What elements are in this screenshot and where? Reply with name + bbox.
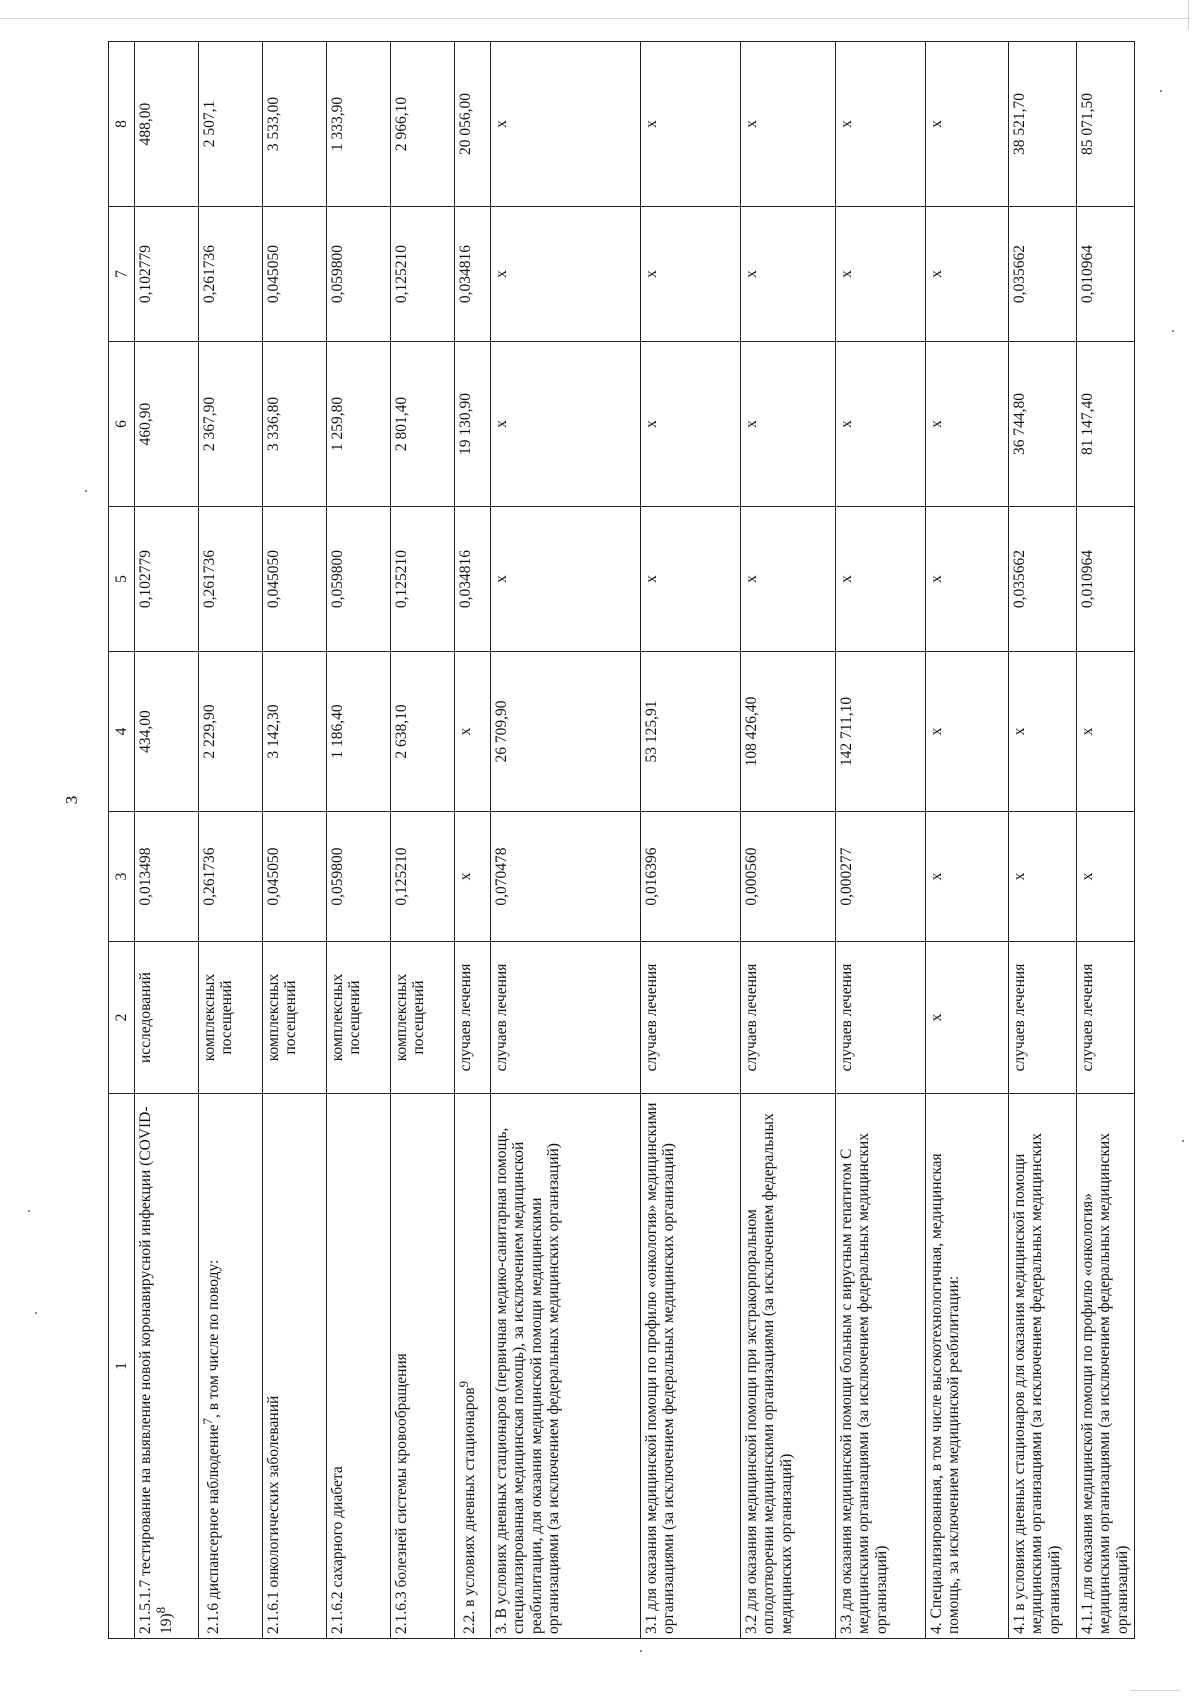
row-label-cell xyxy=(327,1094,391,1639)
row-label-cell xyxy=(391,1094,455,1639)
value-cell: х xyxy=(1009,812,1077,942)
row-label-tail: , в том числе по поводу: xyxy=(205,1259,223,1419)
footnote-marker: 8 xyxy=(153,1606,169,1614)
value-cell: х xyxy=(491,207,641,342)
value-cell: х xyxy=(1077,652,1135,812)
footnote-marker: 7 xyxy=(200,1418,215,1425)
rotated-table-content xyxy=(108,42,1131,1639)
value-cell: 2 229,90 xyxy=(199,652,263,812)
row-label-cell xyxy=(641,1094,741,1639)
value-cell: 0,059800 xyxy=(327,507,391,652)
scan-speck xyxy=(1182,1140,1184,1142)
unit-cell: х xyxy=(926,942,1009,1094)
table-row xyxy=(391,42,455,1639)
value-cell: 2 801,40 xyxy=(391,342,455,507)
value-cell: х xyxy=(741,42,836,207)
table-row xyxy=(741,42,836,1639)
table-row xyxy=(135,42,199,1639)
scan-speck xyxy=(85,490,87,492)
value-cell: 0,102779 xyxy=(135,207,199,342)
column-header: 8 xyxy=(109,42,135,207)
value-cell: 2 507,1 xyxy=(199,42,263,207)
value-cell: 0,034816 xyxy=(455,207,491,342)
unit-cell: случаев лечения xyxy=(641,942,741,1094)
scan-edge-mark xyxy=(0,18,1190,19)
value-cell: 1 333,90 xyxy=(327,42,391,207)
value-cell: 0,045050 xyxy=(263,207,327,342)
row-label-cell xyxy=(926,1094,1009,1639)
value-cell: 3 142,30 xyxy=(263,652,327,812)
value-cell: х xyxy=(641,42,741,207)
value-cell: 53 125,91 xyxy=(641,652,741,812)
value-cell: 0,102779 xyxy=(135,507,199,652)
table-row xyxy=(926,42,1009,1639)
row-label-cell xyxy=(199,1094,263,1639)
value-cell: х xyxy=(836,207,926,342)
table-row xyxy=(199,42,263,1639)
value-cell: х xyxy=(491,42,641,207)
row-label: 2.1.6.3 болезней системы кровообращения xyxy=(393,1353,410,1634)
value-cell: х xyxy=(491,342,641,507)
value-cell: 108 426,40 xyxy=(741,652,836,812)
unit-cell: случаев лечения xyxy=(491,942,641,1094)
value-cell: х xyxy=(926,342,1009,507)
row-label-cell xyxy=(1077,1094,1135,1639)
row-label-cell xyxy=(263,1094,327,1639)
value-cell: х xyxy=(836,342,926,507)
value-cell: х xyxy=(491,507,641,652)
scan-speck xyxy=(35,1312,37,1314)
table-row xyxy=(1009,42,1077,1639)
value-cell: 0,045050 xyxy=(263,812,327,942)
scan-speck xyxy=(1160,90,1162,92)
table-row xyxy=(455,42,491,1639)
table-row xyxy=(491,42,641,1639)
row-label: 4. Специализированная, в том числе высокотехнологичная, медицинская помощь, за исключением медицинской реабилитации: xyxy=(928,1153,963,1634)
standards-table xyxy=(108,41,1135,1639)
value-cell: 0,034816 xyxy=(455,507,491,652)
value-cell: 36 744,80 xyxy=(1009,342,1077,507)
value-cell: х xyxy=(741,507,836,652)
value-cell: х xyxy=(455,652,491,812)
value-cell: 85 071,50 xyxy=(1077,42,1135,207)
value-cell: 142 711,10 xyxy=(836,652,926,812)
row-label-cell xyxy=(836,1094,926,1639)
table-row xyxy=(641,42,741,1639)
value-cell: х xyxy=(926,812,1009,942)
column-header: 4 xyxy=(109,652,135,812)
table-row xyxy=(327,42,391,1639)
column-header: 2 xyxy=(109,942,135,1094)
column-header: 5 xyxy=(109,507,135,652)
value-cell: 2 367,90 xyxy=(199,342,263,507)
value-cell: 0,059800 xyxy=(327,207,391,342)
row-label: 2.1.6.1 онкологических заболеваний xyxy=(265,1395,282,1634)
scan-speck xyxy=(28,1210,30,1212)
table-row xyxy=(836,42,926,1639)
row-label: 2.1.6 диспансерное наблюдение xyxy=(205,1424,223,1634)
value-cell: 0,125210 xyxy=(391,812,455,942)
value-cell: 3 533,00 xyxy=(263,42,327,207)
row-label-cell xyxy=(1009,1094,1077,1639)
value-cell: х xyxy=(926,42,1009,207)
footnote-marker: 9 xyxy=(456,1380,471,1388)
value-cell: х xyxy=(641,507,741,652)
value-cell: х xyxy=(1009,652,1077,812)
row-label: 2.1.6.2 сахарного диабета xyxy=(329,1466,346,1634)
value-cell: 3 336,80 xyxy=(263,342,327,507)
scan-speck xyxy=(640,1650,642,1652)
value-cell: х xyxy=(455,812,491,942)
value-cell: 434,00 xyxy=(135,652,199,812)
value-cell: 19 130,90 xyxy=(455,342,491,507)
value-cell: х xyxy=(1077,812,1135,942)
value-cell: 26 709,90 xyxy=(491,652,641,812)
value-cell: 0,045050 xyxy=(263,507,327,652)
scan-edge-mark xyxy=(1188,0,1189,30)
value-cell: 20 056,00 xyxy=(455,42,491,207)
unit-cell: комплексных посещений xyxy=(263,942,327,1094)
value-cell: 0,010964 xyxy=(1077,207,1135,342)
value-cell: 38 521,70 xyxy=(1009,42,1077,207)
value-cell: х xyxy=(641,207,741,342)
unit-cell: случаев лечения xyxy=(836,942,926,1094)
row-label: 4.1.1 для оказания медицинской помощи по профилю «онкология» медицинскими организациями (за исключением федеральных медицинских организаций) xyxy=(1079,1133,1131,1634)
unit-cell: случаев лечения xyxy=(741,942,836,1094)
unit-cell: исследований xyxy=(135,942,199,1094)
page-number: 3 xyxy=(62,795,81,805)
value-cell: х xyxy=(836,507,926,652)
value-cell: х xyxy=(926,507,1009,652)
row-label-cell xyxy=(455,1094,491,1639)
table-row xyxy=(1077,42,1135,1639)
scan-speck xyxy=(1172,330,1174,332)
row-label-cell xyxy=(135,1094,199,1639)
row-label: 4.1 в условиях дневных стационаров для оказания медицинской помощи медицинскими организациями (за исключением федеральных медицинских организаций) xyxy=(1011,1133,1063,1634)
row-label-cell xyxy=(491,1094,641,1639)
value-cell: 0,261736 xyxy=(199,812,263,942)
rotated-table-frame xyxy=(108,42,1131,1639)
value-cell: 460,90 xyxy=(135,342,199,507)
value-cell: 81 147,40 xyxy=(1077,342,1135,507)
row-label-cell xyxy=(741,1094,836,1639)
value-cell: 2 966,10 xyxy=(391,42,455,207)
value-cell: 0,013498 xyxy=(135,812,199,942)
row-label: 3. В условиях дневных стационаров (первичная медико-санитарная помощь, специализированная медицинская помощь), за исключением медицинской реабилитации, для оказания медицинской помощи медицинскими организациями (за исключением федеральных медицинских организаций) xyxy=(493,1127,563,1634)
row-label: 3.2 для оказания медицинской помощи при экстракорпоральном оплодотворении медицинскими организациями (за исключением федеральных медицинских организаций) xyxy=(743,1113,795,1634)
row-label: 3.1 для оказания медицинской помощи по профилю «онкология» медицинскими организациями (за исключением федеральных медицинских организаций) xyxy=(643,1102,678,1634)
unit-cell: комплексных посещений xyxy=(327,942,391,1094)
value-cell: х xyxy=(741,207,836,342)
value-cell: 0,070478 xyxy=(491,812,641,942)
value-cell: 2 638,10 xyxy=(391,652,455,812)
row-label: 2.1.5.1.7 тестирование на выявление новой коронавирусной инфекции (COVID-19) xyxy=(137,1106,176,1634)
column-header: 1 xyxy=(109,1094,135,1639)
value-cell: х xyxy=(741,342,836,507)
value-cell: х xyxy=(926,207,1009,342)
value-cell: 0,059800 xyxy=(327,812,391,942)
value-cell: 0,261736 xyxy=(199,207,263,342)
unit-cell: случаев лечения xyxy=(1009,942,1077,1094)
table-row xyxy=(263,42,327,1639)
value-cell: х xyxy=(836,42,926,207)
column-header: 7 xyxy=(109,207,135,342)
unit-cell: случаев лечения xyxy=(1077,942,1135,1094)
value-cell: 0,000277 xyxy=(836,812,926,942)
value-cell: 0,000560 xyxy=(741,812,836,942)
unit-cell: случаев лечения xyxy=(455,942,491,1094)
value-cell: 0,261736 xyxy=(199,507,263,652)
value-cell: 0,125210 xyxy=(391,507,455,652)
value-cell: 0,035662 xyxy=(1009,207,1077,342)
value-cell: х xyxy=(641,342,741,507)
row-label: 2.2. в условиях дневных стационаров xyxy=(461,1387,479,1634)
value-cell: 1 186,40 xyxy=(327,652,391,812)
value-cell: х xyxy=(926,652,1009,812)
value-cell: 488,00 xyxy=(135,42,199,207)
table-header-row xyxy=(109,42,135,1639)
value-cell: 0,010964 xyxy=(1077,507,1135,652)
value-cell: 1 259,80 xyxy=(327,342,391,507)
scan-edge-mark xyxy=(1130,1690,1180,1691)
unit-cell: комплексных посещений xyxy=(391,942,455,1094)
value-cell: 0,125210 xyxy=(391,207,455,342)
value-cell: 0,035662 xyxy=(1009,507,1077,652)
column-header: 6 xyxy=(109,342,135,507)
column-header: 3 xyxy=(109,812,135,942)
value-cell: 0,016396 xyxy=(641,812,741,942)
row-label: 3.3 для оказания медицинской помощи больным с вирусным гепатитом С медицинскими организациями (за исключением федеральных медицинских организаций) xyxy=(838,1133,890,1634)
unit-cell: комплексных посещений xyxy=(199,942,263,1094)
